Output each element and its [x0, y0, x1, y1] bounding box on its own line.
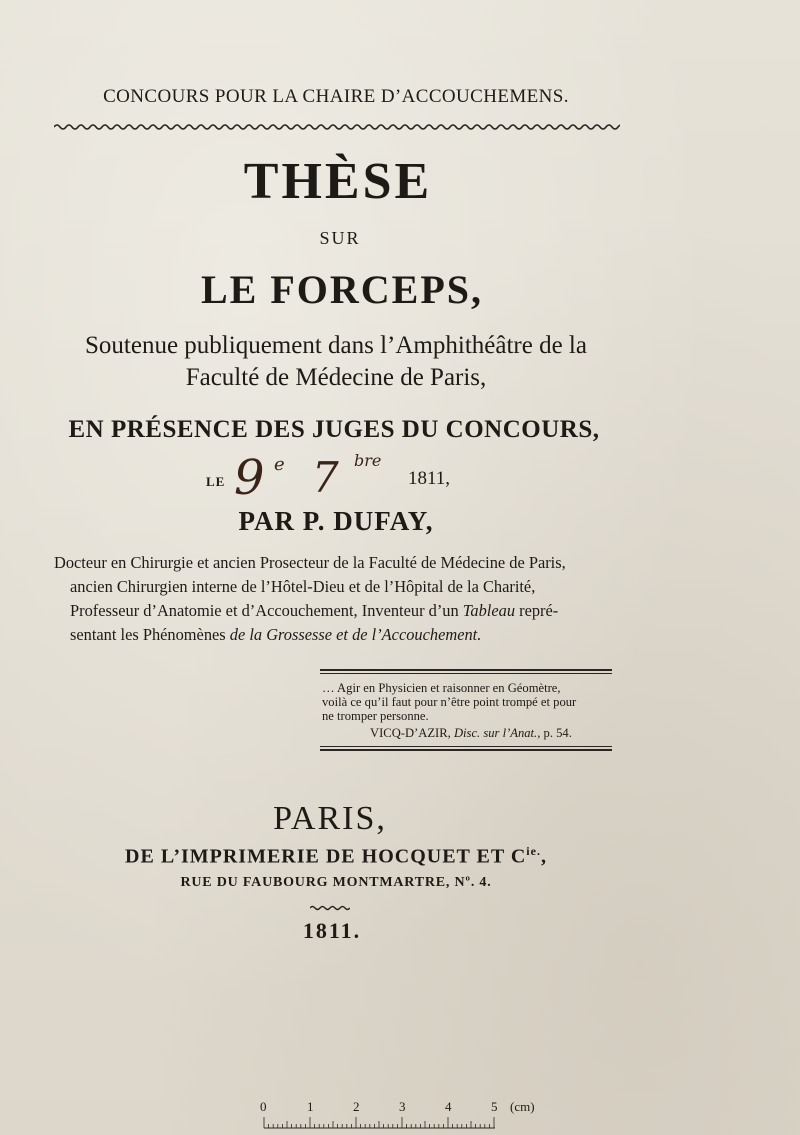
credentials-line-4-b: de la Grossesse et de l’Accouchement. — [229, 625, 482, 644]
imprint-printer — [0, 844, 672, 869]
scale-tick-1: 1 — [307, 1099, 314, 1114]
epigraph-rule-top — [320, 669, 612, 671]
epigraph-rule-bottom-thick — [320, 749, 612, 751]
scale-tick-0: 0 — [260, 1099, 267, 1114]
scale-ruler — [262, 1116, 500, 1132]
scale-tick-2: 2 — [353, 1099, 360, 1114]
title-sur: SUR — [319, 228, 361, 248]
handwritten-sup-2: bre — [354, 451, 382, 470]
imprint-printer-b: , — [540, 845, 547, 868]
credentials-line-4 — [70, 625, 481, 645]
epigraph-author: VICQ-D’AZIR, — [370, 726, 454, 740]
scale-tick-4: 4 — [445, 1099, 452, 1114]
scale-tick-3: 3 — [399, 1099, 406, 1114]
credentials-line-3 — [70, 601, 558, 621]
credentials-line-3-c: repré- — [515, 601, 559, 620]
credentials-line-2: ancien Chirurgien interne de l’Hôtel-Dieu et de l’Hôpital de la Charité, — [70, 577, 536, 596]
credentials-line-4-a: sentant les Phénomènes — [70, 625, 230, 644]
imprint-address: RUE DU FAUBOURG MONTMARTRE, Nº. 4. — [180, 875, 492, 890]
header-concours: CONCOURS POUR LA CHAIRE D’ACCOUCHEMENS. — [103, 86, 569, 107]
epigraph-page: , p. 54. — [537, 726, 572, 740]
imprint-year: 1811. — [302, 918, 362, 943]
handwritten-date — [226, 440, 406, 506]
date-le: LE — [206, 474, 226, 489]
credentials-line-3-a: Professeur d’Anatomie et d’Accouchement, Inventeur d’un — [70, 601, 463, 620]
epigraph-line-2: voilà ce qu’il faut pour n’être point trompé et pour — [322, 695, 577, 709]
handwritten-sup-1: e — [274, 454, 285, 475]
credentials-tableau: Tableau — [462, 601, 516, 620]
epigraph-rule-top-thin — [320, 673, 612, 674]
wavy-rule-top — [54, 122, 620, 132]
author-line: PAR P. DUFAY, — [238, 506, 434, 536]
date-year: 1811, — [408, 468, 451, 489]
title-these: THÈSE — [243, 153, 433, 210]
credentials-line-1: Docteur en Chirurgie et ancien Prosecteur de la Faculté de Médecine de Paris, — [54, 553, 566, 572]
presence-line: EN PRÉSENCE DES JUGES DU CONCOURS, — [68, 416, 600, 443]
epigraph-attribution — [370, 726, 572, 741]
handwritten-month: 7 — [312, 453, 339, 502]
subtitle-line-2: Faculté de Médecine de Paris, — [185, 364, 487, 391]
epigraph-line-1: … Agir en Physicien et raisonner en Géomètre, — [322, 681, 561, 695]
epigraph-rule-bottom — [320, 746, 612, 747]
scale-unit: (cm) — [510, 1099, 535, 1114]
epigraph-work: Disc. sur l’Anat. — [453, 726, 538, 740]
imprint-printer-sup: ie. — [526, 844, 541, 858]
imprint-city: PARIS, — [273, 800, 387, 837]
scale-tick-5: 5 — [491, 1099, 498, 1114]
handwritten-day: 9 — [234, 450, 265, 506]
title-subject: LE FORCEPS, — [200, 267, 484, 312]
subtitle-line-1: Soutenue publiquement dans l’Amphithéâtre de la — [85, 332, 587, 359]
epigraph-line-3: ne tromper personne. — [322, 709, 429, 723]
imprint-printer-a: DE L’IMPRIMERIE DE HOCQUET ET C — [125, 845, 527, 868]
wavy-ornament — [310, 904, 350, 912]
